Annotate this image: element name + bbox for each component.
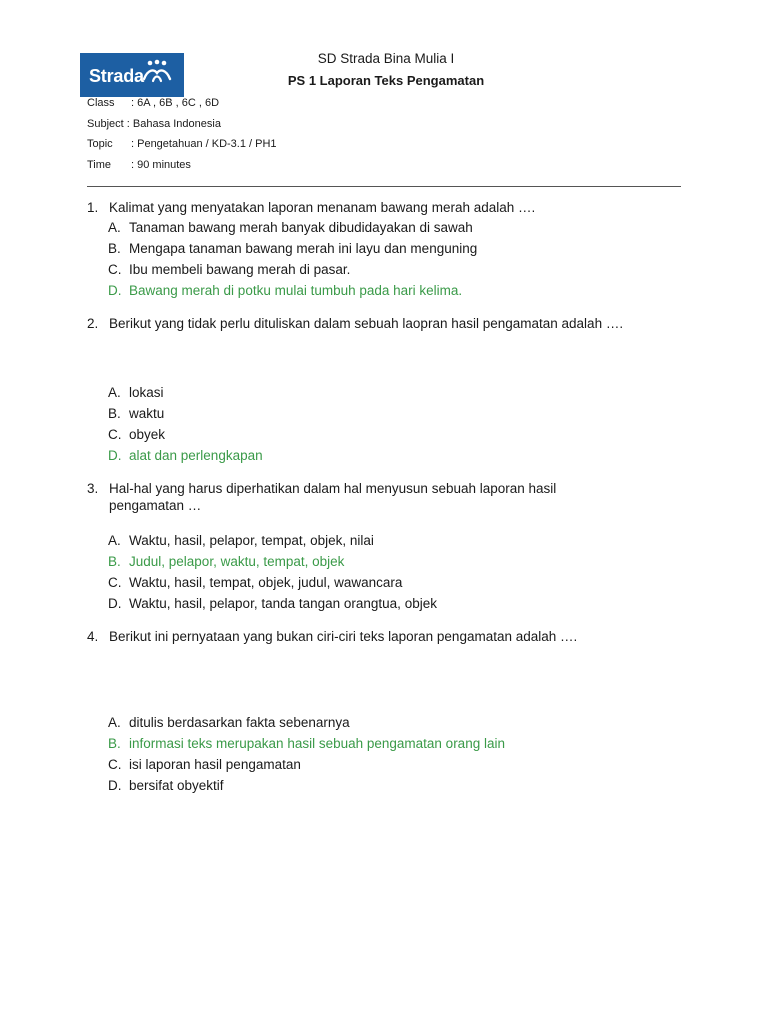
question-stem: Berikut ini pernyataan yang bukan ciri-ciri teks laporan pengamatan adalah …. [109,629,578,644]
option-letter: C. [108,757,122,772]
question-1-option-a [108,219,473,236]
option-letter: A. [108,715,121,730]
question-stem: Kalimat yang menyatakan laporan menanam bawang merah adalah …. [109,200,536,215]
option-letter: D. [108,596,122,611]
option-letter: D. [108,448,122,463]
school-name: SD Strada Bina Mulia I [317,51,455,66]
option-letter: B. [108,554,121,569]
question-2-option-a [108,384,164,401]
meta-topic-label: Topic [87,138,113,150]
question-1-option-b [108,240,477,257]
option-text: obyek [129,427,166,442]
meta-time-label: Time [87,159,112,171]
question-3-option-d [108,595,437,612]
question-1-option-c [108,261,350,278]
question-stem: Berikut yang tidak perlu dituliskan dalam sebuah laopran hasil pengamatan adalah …. [109,316,624,331]
meta-subject-label: Subject [87,118,124,130]
option-letter: C. [108,427,122,442]
option-text: Waktu, hasil, pelapor, tempat, objek, nilai [129,533,374,548]
option-letter: A. [108,385,121,400]
option-letter: B. [108,406,121,421]
question-3-option-c [108,574,402,591]
option-letter: C. [108,262,122,277]
option-text: informasi teks merupakan hasil sebuah pengamatan orang lain [129,736,505,751]
option-letter: A. [108,220,121,235]
meta-class-value: : 6A , 6B , 6C , 6D [131,97,220,109]
question-stem: Hal-hal yang harus diperhatikan dalam hal menyusun sebuah laporan hasil pengamatan … [109,481,557,513]
question-2-option-d [108,447,263,464]
meta-class [87,97,219,109]
option-text: waktu [129,406,165,421]
question-2-option-b [108,405,164,422]
meta-topic [87,138,277,150]
option-letter: D. [108,283,122,298]
meta-time [87,159,191,171]
option-text: lokasi [129,385,164,400]
option-letter: A. [108,533,121,548]
question-3-option-a [108,532,374,549]
question-3-option-b [108,553,344,570]
question-4-option-b [108,735,505,752]
option-text: bersifat obyektif [129,778,224,793]
meta-subject-value: : Bahasa Indonesia [126,118,221,130]
question-4-option-d [108,777,224,794]
meta-subject [87,118,221,130]
meta-time-value: : 90 minutes [131,159,191,171]
option-text: Tanaman bawang merah banyak dibudidayakan di sawah [129,220,473,235]
meta-class-label: Class [87,97,115,109]
option-text: isi laporan hasil pengamatan [129,757,301,772]
question-number: 2. [87,316,99,331]
option-letter: C. [108,575,122,590]
meta-topic-value: : Pengetahuan / KD-3.1 / PH1 [131,138,277,150]
paper-title: PS 1 Laporan Teks Pengamatan [287,73,485,88]
option-text: Judul, pelapor, waktu, tempat, objek [129,554,345,569]
option-text: Waktu, hasil, pelapor, tanda tangan orangtua, objek [129,596,437,611]
question-1-option-d [108,282,462,299]
question-2-option-c [108,426,165,443]
option-text: Bawang merah di potku mulai tumbuh pada hari kelima. [129,283,463,298]
option-letter: B. [108,241,121,256]
option-text: Ibu membeli bawang merah di pasar. [129,262,351,277]
logo-text: Strada [89,66,144,86]
question-4-option-c [108,756,301,773]
question-number: 1. [87,200,99,215]
question-4-option-a [108,714,350,731]
question-number: 4. [87,629,99,644]
option-text: Waktu, hasil, tempat, objek, judul, wawancara [129,575,403,590]
option-text: Mengapa tanaman bawang merah ini layu dan menguning [129,241,478,256]
option-text: ditulis berdasarkan fakta sebenarnya [129,715,350,730]
option-text: alat dan perlengkapan [129,448,263,463]
option-letter: D. [108,778,122,793]
header-divider [87,186,681,187]
option-letter: B. [108,736,121,751]
question-number: 3. [87,481,99,496]
